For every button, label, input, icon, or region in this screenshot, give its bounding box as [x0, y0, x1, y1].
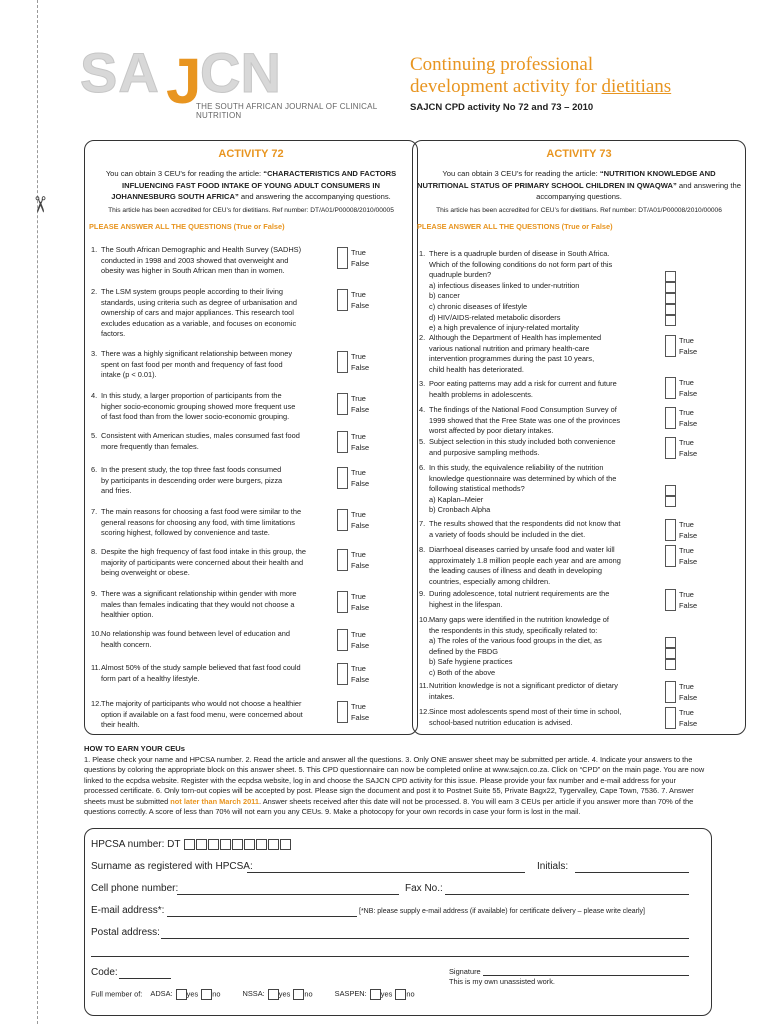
- question-number: 5.: [419, 437, 426, 446]
- question-text: [101, 547, 306, 579]
- answer-checkbox[interactable]: [337, 591, 348, 613]
- how-text: [84, 755, 712, 818]
- true-label: True: [351, 290, 366, 299]
- title-line-1: Continuing professional: [410, 54, 594, 75]
- question-number: 4.: [91, 391, 98, 400]
- question-line: highest in the lifespan.: [429, 599, 503, 609]
- article-title: “CHARACTERISTICS AND FACTORS INFLUENCING FAST FOOD INTAKE OF YOUNG ADULT CONSUMERS IN JOHANNESBURG SOUTH AFRICA”: [111, 169, 397, 201]
- question-line: Although the Department of Health has implemented: [429, 333, 602, 342]
- yes-label: yes: [278, 989, 291, 999]
- question-number: 8.: [419, 545, 426, 554]
- question-text: [429, 379, 617, 400]
- false-label: False: [679, 557, 698, 566]
- false-label: False: [351, 405, 370, 414]
- question-number: 1.: [419, 249, 426, 258]
- question-line: various national nutrition and primary health-care: [429, 343, 590, 353]
- answer-checkbox[interactable]: [665, 519, 676, 541]
- false-label: False: [679, 389, 698, 398]
- answer-checkbox[interactable]: [665, 335, 676, 357]
- false-label: False: [351, 301, 370, 310]
- fax-label: Fax No.:: [405, 883, 443, 894]
- title-line-2-underlined: dietitians: [601, 76, 672, 97]
- question-number: 12.: [419, 707, 430, 716]
- question-line: The findings of the National Food Consumption Survey of: [429, 405, 617, 414]
- option-checkbox[interactable]: [665, 315, 676, 326]
- false-label: False: [679, 531, 698, 540]
- question-line: There is a quadruple burden of disease in South Africa.: [429, 249, 610, 258]
- false-label: False: [351, 443, 370, 452]
- question-line: majority of participants were concerned about their health and: [101, 557, 304, 567]
- option-checkbox[interactable]: [665, 485, 676, 496]
- question-line: In this study, a larger proportion of participants from the: [101, 391, 282, 400]
- answer-checkbox[interactable]: [337, 629, 348, 651]
- question-line: During adolescence, total nutrient requirements are the: [429, 589, 610, 598]
- question-text: [101, 465, 282, 497]
- adsa-yes-checkbox[interactable]: [176, 989, 187, 1000]
- question-number: 3.: [419, 379, 426, 388]
- question-line: worst affected by poor dietary intakes.: [429, 426, 554, 436]
- question-line: Despite the high frequency of fast food intake in this group, the: [101, 547, 307, 556]
- question-line: general reasons for choosing any food, with time limitations: [101, 517, 295, 527]
- false-label: False: [351, 479, 370, 488]
- intro-text: You can obtain 3 CEU’s for reading the article:: [105, 169, 264, 178]
- option-checkbox[interactable]: [665, 282, 676, 293]
- false-label: False: [679, 449, 698, 458]
- false-label: False: [351, 713, 370, 722]
- hpcsa-digit-box[interactable]: [244, 839, 255, 850]
- question-line: a) Kaplan–Meier: [429, 494, 484, 504]
- question-line: quadruple burden?: [429, 270, 492, 280]
- answer-checkbox[interactable]: [337, 393, 348, 415]
- question-line: b) Cronbach Alpha: [429, 505, 491, 515]
- adsa-no-checkbox[interactable]: [201, 989, 212, 1000]
- question-text: [101, 245, 301, 277]
- nssa-no-checkbox[interactable]: [293, 989, 304, 1000]
- member-label: Full member of:: [91, 989, 143, 999]
- question-line: 1999 showed that the Free State was one of the provinces: [429, 415, 621, 425]
- initials-label: Initials:: [537, 861, 569, 872]
- true-label: True: [679, 708, 694, 717]
- question-line: Almost 50% of the study sample believed that fast food could: [101, 663, 301, 672]
- answer-checkbox[interactable]: [337, 351, 348, 373]
- question-line: option if available on a fast food menu, were concerned about: [101, 709, 303, 719]
- unassisted-statement: This is my own unassisted work.: [449, 977, 555, 986]
- email-note: [*NB: please supply e-mail address (if available) for certificate delivery – please write clearly]: [359, 908, 645, 915]
- question-line: scoring highest, followed by convenience and taste.: [101, 528, 270, 538]
- activity-72-instruction: PLEASE ANSWER ALL THE QUESTIONS (True or False): [89, 221, 285, 231]
- true-label: True: [679, 408, 694, 417]
- question-line: excludes education as a variable, and focuses on economic: [101, 318, 297, 328]
- question-line: a) The roles of the various food groups in the diet, as: [429, 636, 602, 646]
- question-line: e) a high prevalence of injury-related mortality: [429, 323, 579, 333]
- question-line: the respondents in this study, specifically related to:: [429, 625, 598, 635]
- question-line: the leading causes of illness and death in developing: [429, 566, 602, 576]
- question-line: knowledge questionnaire was determined by which of the: [429, 473, 617, 483]
- hpcsa-digit-box[interactable]: [268, 839, 279, 850]
- question-text: [429, 333, 601, 375]
- deadline: not later than March 2011: [170, 796, 259, 806]
- false-label: False: [351, 259, 370, 268]
- question-number: 10.: [91, 629, 102, 638]
- question-line: school-based nutrition education is advised.: [429, 717, 573, 727]
- activity-subtitle: SAJCN CPD activity No 72 and 73 – 2010: [410, 102, 594, 113]
- intro-text: You can obtain 3 CEU’s for reading the article:: [442, 169, 600, 178]
- false-label: False: [351, 521, 370, 530]
- hpcsa-digit-box[interactable]: [256, 839, 267, 850]
- question-line: There was a significant relationship within gender with more: [101, 589, 297, 598]
- hpcsa-label: HPCSA number: DT: [91, 839, 181, 851]
- true-label: True: [679, 520, 694, 529]
- question-line: The South African Demographic and Health Survey (SADHS): [101, 245, 302, 254]
- question-line: The majority of participants who would not choose a healthier: [101, 699, 302, 708]
- false-label: False: [351, 363, 370, 372]
- activity-72-panel: [84, 140, 418, 735]
- true-label: True: [351, 468, 366, 477]
- activity-73-panel: [412, 140, 746, 735]
- question-text: [101, 287, 297, 340]
- title-line-2: [410, 76, 710, 98]
- answer-checkbox[interactable]: [665, 545, 676, 567]
- activity-72-title: ACTIVITY 72: [218, 148, 284, 160]
- answer-checkbox[interactable]: [337, 247, 348, 269]
- adsa-label: ADSA:: [150, 989, 173, 999]
- answer-checkbox[interactable]: [665, 681, 676, 703]
- question-text: [101, 391, 295, 423]
- signature-field[interactable]: [483, 975, 689, 976]
- question-line: intakes.: [429, 691, 455, 701]
- question-line: Nutrition knowledge is not a significant predictor of dietary: [429, 681, 618, 690]
- false-label: False: [679, 693, 698, 702]
- question-text: [429, 589, 609, 610]
- question-number: 5.: [91, 431, 98, 440]
- false-label: False: [679, 601, 698, 610]
- option-checkbox[interactable]: [665, 496, 676, 507]
- fax-field[interactable]: [445, 894, 689, 895]
- true-label: True: [351, 352, 366, 361]
- question-line: their health.: [101, 720, 140, 730]
- answer-checkbox[interactable]: [337, 467, 348, 489]
- initials-field[interactable]: [575, 872, 689, 873]
- code-field[interactable]: [119, 978, 171, 979]
- question-line: form part of a healthy lifestyle.: [101, 673, 200, 683]
- false-label: False: [679, 419, 698, 428]
- question-number: 8.: [91, 547, 98, 556]
- question-line: Consistent with American studies, males consumed fast food: [101, 431, 300, 440]
- question-line: c) chronic diseases of lifestyle: [429, 301, 528, 311]
- question-text: [101, 629, 290, 650]
- answer-checkbox[interactable]: [665, 437, 676, 459]
- logo-sa: SA: [80, 41, 160, 104]
- question-line: The results showed that the respondents did not know that: [429, 519, 621, 528]
- how-to-earn-section: [84, 744, 712, 818]
- option-checkbox[interactable]: [665, 648, 676, 659]
- no-label: no: [406, 989, 415, 999]
- question-line: There was a highly significant relationship between money: [101, 349, 293, 358]
- question-line: defined by the FBDG: [429, 646, 499, 656]
- nssa-yes-checkbox[interactable]: [268, 989, 279, 1000]
- surname-field[interactable]: [247, 872, 525, 873]
- false-label: False: [679, 719, 698, 728]
- question-number: 4.: [419, 405, 426, 414]
- question-number: 2.: [91, 287, 98, 296]
- signature-label: Signature: [449, 967, 481, 976]
- activity-73-intro: [417, 168, 741, 203]
- how-text-part2: . Answer sheets received after this date will not be processed. 8. You will earn 3 CEUs per article if you answer more than 70% of the questions correctly. A score of less than 70% will not earn you any CEUs. 9. Make a photocopy for your own records in case your form is lost in the mail.: [84, 796, 694, 816]
- answer-checkbox[interactable]: [337, 431, 348, 453]
- answer-checkbox[interactable]: [665, 589, 676, 611]
- answer-checkbox[interactable]: [337, 509, 348, 531]
- question-line: males than females indicating that they would not choose a: [101, 599, 295, 609]
- question-text: [101, 663, 301, 684]
- activity-73-accreditation: This article has been accredited for CEU’s for dietitians. Ref number: DT/A01/P00008/2010/00006: [436, 206, 722, 214]
- question-line: being overweight or obese.: [101, 568, 190, 578]
- question-line: In the present study, the top three fast foods consumed: [101, 465, 282, 474]
- saspen-label: SASPEN:: [334, 989, 367, 999]
- question-number: 9.: [91, 589, 98, 598]
- journal-subtitle: THE SOUTH AFRICAN JOURNAL OF CLINICAL NUTRITION: [196, 102, 378, 120]
- question-line: b) cancer: [429, 291, 460, 301]
- answer-checkbox[interactable]: [665, 407, 676, 429]
- question-number: 11.: [419, 681, 429, 690]
- hpcsa-digit-box[interactable]: [184, 839, 195, 850]
- surname-label: Surname as registered with HPCSA:: [91, 861, 253, 872]
- yes-label: yes: [186, 989, 199, 999]
- question-line: Poor eating patterns may add a risk for current and future: [429, 379, 617, 388]
- question-line: conducted in 1998 and 2003 showed that overweight and: [101, 255, 289, 265]
- true-label: True: [351, 592, 366, 601]
- saspen-yes-checkbox[interactable]: [370, 989, 381, 1000]
- question-text: [429, 615, 609, 679]
- answer-checkbox[interactable]: [337, 289, 348, 311]
- question-number: 3.: [91, 349, 98, 358]
- question-line: healthier option.: [101, 610, 154, 620]
- question-text: [101, 507, 301, 539]
- question-line: obesity was higher in South African men than in women.: [101, 266, 285, 276]
- question-line: countries, especially among children.: [429, 576, 551, 586]
- no-label: no: [212, 989, 221, 999]
- question-line: health problems in adolescents.: [429, 389, 533, 399]
- question-line: c) Both of the above: [429, 667, 496, 677]
- question-text: [429, 519, 620, 540]
- option-checkbox[interactable]: [665, 659, 676, 670]
- question-text: [101, 349, 292, 381]
- false-label: False: [351, 641, 370, 650]
- answer-checkbox[interactable]: [337, 549, 348, 571]
- question-line: d) HIV/AIDS-related metabolic disorders: [429, 312, 561, 322]
- true-label: True: [351, 510, 366, 519]
- activity-73-instruction: PLEASE ANSWER ALL THE QUESTIONS (True or False): [417, 221, 613, 231]
- question-line: intake (p < 0.01).: [101, 370, 157, 380]
- question-number: 9.: [419, 589, 426, 598]
- true-label: True: [679, 438, 694, 447]
- true-label: True: [679, 682, 694, 691]
- intro-text-end: and answering the accompanying questions.: [536, 180, 741, 201]
- question-number: 12.: [91, 699, 102, 708]
- true-label: True: [351, 630, 366, 639]
- question-text: [429, 545, 621, 587]
- nssa-label: NSSA:: [242, 989, 265, 999]
- option-checkbox[interactable]: [665, 293, 676, 304]
- cell-label: Cell phone number:: [91, 883, 179, 894]
- email-label: E-mail address*:: [91, 905, 165, 916]
- question-line: of fast food than from the lower socio-economic grouping.: [101, 412, 290, 422]
- postal-field-1[interactable]: [161, 938, 689, 939]
- true-label: True: [351, 664, 366, 673]
- answer-checkbox[interactable]: [665, 377, 676, 399]
- hpcsa-digit-box[interactable]: [232, 839, 243, 850]
- question-number: 1.: [91, 245, 98, 254]
- personal-details-form: [84, 828, 712, 1016]
- question-line: Subject selection in this study included both convenience: [429, 437, 616, 446]
- activity-73-title: ACTIVITY 73: [546, 148, 612, 160]
- question-text: [101, 589, 297, 621]
- question-line: The main reasons for choosing a fast food were similar to the: [101, 507, 302, 516]
- email-field[interactable]: [167, 916, 357, 917]
- question-text: [429, 249, 612, 334]
- question-number: 11.: [91, 663, 101, 672]
- hpcsa-digit-box[interactable]: [208, 839, 219, 850]
- saspen-no-checkbox[interactable]: [395, 989, 406, 1000]
- hpcsa-row: [91, 839, 291, 850]
- true-label: True: [679, 546, 694, 555]
- question-number: 7.: [419, 519, 426, 528]
- hpcsa-digit-box[interactable]: [220, 839, 231, 850]
- postal-label: Postal address:: [91, 927, 160, 938]
- question-line: ownership of cars and major appliances. This research tool: [101, 308, 294, 318]
- question-line: intervention programmes during the past 10 years,: [429, 354, 595, 364]
- question-line: No relationship was found between level of education and: [101, 629, 290, 638]
- question-text: [429, 405, 620, 437]
- question-line: standards, using criteria such as degree of urbanisation and: [101, 297, 297, 307]
- activity-72-intro: [89, 168, 413, 203]
- no-label: no: [304, 989, 313, 999]
- question-line: Since most adolescents spend most of their time in school,: [429, 707, 622, 716]
- question-line: and fries.: [101, 486, 132, 496]
- question-line: health concern.: [101, 639, 152, 649]
- question-line: following statistical methods?: [429, 484, 525, 494]
- logo-j: J: [166, 45, 202, 117]
- question-line: more frequently than females.: [101, 441, 199, 451]
- intro-text-end: and answering the accompanying questions.: [238, 192, 391, 201]
- true-label: True: [351, 394, 366, 403]
- question-number: 6.: [91, 465, 98, 474]
- code-label: Code:: [91, 967, 118, 978]
- question-line: factors.: [101, 329, 126, 339]
- question-line: Diarrhoeal diseases carried by unsafe food and water kill: [429, 545, 615, 554]
- false-label: False: [351, 561, 370, 570]
- question-line: Which of the following conditions do not form part of this: [429, 259, 613, 269]
- article-title: “NUTRITION KNOWLEDGE AND NUTRITIONAL STATUS OF PRIMARY SCHOOL CHILDREN IN QWAQWA”: [417, 169, 716, 190]
- cut-line: [37, 0, 38, 1024]
- option-checkbox[interactable]: [665, 637, 676, 648]
- question-number: 2.: [419, 333, 426, 342]
- question-line: a variety of foods should be included in the diet.: [429, 529, 586, 539]
- question-line: Many gaps were identified in the nutrition knowledge of: [429, 615, 609, 624]
- how-text-part1: 1. Please check your name and HPCSA number. 2. Read the article and answer all the questions. 3. Only ONE answer sheet may be submitted per article. 4. Indicate your answers to the questions by coloring the appropriate block on this answer sheet. 5. This CPD questionnaire can now be completed online at www.sajcn.co.za. Click on “CPD” on the main page. You are now linked to the ecpdsa website. Register with the ecpdsa website, log in and choose the SAJCN CPD activity for this issue. Please provide your fax number and e-mail address for your processed certificate. 6. Only torn-out copies will be accepted by post. Please sign the document and post it to Postnet Suite 55, Private Bagx22, Tygervalley, Cape Town, 7536. 7. Answer sheets must be submitted: [84, 754, 705, 806]
- sajcn-logo: [80, 40, 390, 130]
- activity-72-accreditation: This article has been accredited for CEU’s for dietitians. Ref number: DT/A01/P00008/2010/00005: [108, 206, 394, 214]
- postal-field-2[interactable]: [91, 956, 689, 957]
- option-checkbox[interactable]: [665, 304, 676, 315]
- page-title: [410, 54, 710, 98]
- membership-row: [91, 989, 415, 1000]
- question-line: The LSM system groups people according to their living: [101, 287, 283, 296]
- true-label: True: [679, 590, 694, 599]
- question-text: [429, 463, 616, 516]
- cell-field[interactable]: [177, 894, 399, 895]
- question-number: 7.: [91, 507, 98, 516]
- how-heading: HOW TO EARN YOUR CEUs: [84, 744, 185, 753]
- question-line: b) Safe hygiene practices: [429, 657, 513, 667]
- true-label: True: [679, 378, 694, 387]
- logo-cn: CN: [200, 41, 281, 104]
- question-line: by participants in descending order were burgers, pizza: [101, 475, 283, 485]
- true-label: True: [351, 702, 366, 711]
- false-label: False: [351, 603, 370, 612]
- question-number: 6.: [419, 463, 426, 472]
- question-line: approximately 1.8 million people each year and are among: [429, 555, 621, 565]
- option-checkbox[interactable]: [665, 271, 676, 282]
- true-label: True: [679, 336, 694, 345]
- question-line: a) infectious diseases linked to under-nutrition: [429, 280, 580, 290]
- question-text: [429, 707, 621, 728]
- question-text: [101, 431, 300, 452]
- question-text: [429, 681, 618, 702]
- question-number: 10.: [419, 615, 430, 624]
- hpcsa-digit-box[interactable]: [280, 839, 291, 850]
- answer-checkbox[interactable]: [665, 707, 676, 729]
- question-line: spent on fast food per month and frequency of fast food: [101, 359, 283, 369]
- hpcsa-digit-box[interactable]: [196, 839, 207, 850]
- scissors-icon: ✂: [26, 195, 52, 214]
- question-line: In this study, the equivalence reliability of the nutrition: [429, 463, 604, 472]
- question-text: [101, 699, 303, 731]
- question-line: higher socio-economic grouping showed more frequent use: [101, 401, 296, 411]
- yes-label: yes: [380, 989, 393, 999]
- answer-checkbox[interactable]: [337, 701, 348, 723]
- question-line: and purposive sampling methods.: [429, 447, 540, 457]
- hpcsa-boxes: [183, 839, 291, 850]
- question-line: child health has deteriorated.: [429, 364, 524, 374]
- answer-checkbox[interactable]: [337, 663, 348, 685]
- false-label: False: [351, 675, 370, 684]
- true-label: True: [351, 248, 366, 257]
- true-label: True: [351, 550, 366, 559]
- question-text: [429, 437, 616, 458]
- false-label: False: [679, 347, 698, 356]
- true-label: True: [351, 432, 366, 441]
- title-line-2-text: development activity for: [410, 76, 602, 97]
